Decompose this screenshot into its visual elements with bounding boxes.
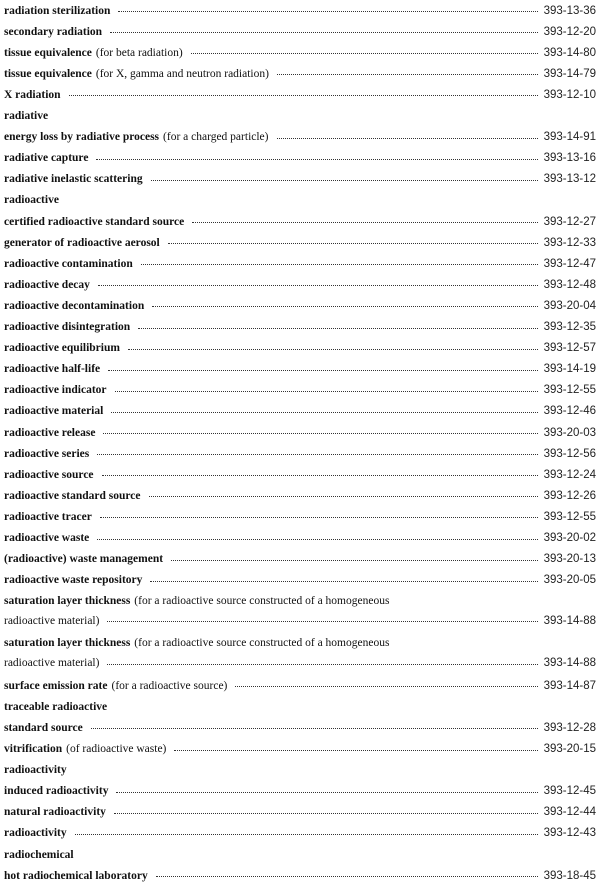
entry-code: 393-12-26: [543, 489, 596, 502]
dot-leader: [107, 658, 537, 665]
index-entry: [4, 781, 596, 802]
heading-term: radiochemical: [4, 848, 74, 861]
entry-term: radioactive indicator: [4, 384, 107, 397]
index-entry: [4, 739, 596, 760]
entry-term: radioactive material: [4, 405, 104, 418]
dot-leader: [108, 364, 537, 371]
dot-leader: [115, 385, 538, 392]
entry-qualifier: (for a radioactive source constructed of a homogeneous: [134, 637, 390, 649]
entry-code: 393-13-16: [543, 152, 596, 165]
index-entry: [4, 380, 596, 401]
index-entry: [4, 865, 596, 886]
entry-code: 393-12-46: [543, 405, 596, 418]
entry-term: radioactive release: [4, 426, 96, 439]
entry-code: 393-20-03: [543, 426, 596, 439]
entry-term: secondary radiation: [4, 25, 103, 38]
entry-term: radiative inelastic scattering: [4, 173, 143, 186]
heading-term: radioactivity: [4, 764, 67, 777]
entry-term: saturation layer thickness: [4, 637, 131, 649]
index-entry: [4, 549, 596, 570]
index-entry: [4, 42, 596, 63]
entry-code: 393-14-80: [543, 46, 596, 59]
entry-line-1: [4, 633, 596, 653]
dot-leader: [103, 427, 537, 434]
dot-leader: [116, 786, 537, 793]
index-entry: [4, 823, 596, 844]
entry-code: 393-12-10: [543, 88, 596, 101]
heading-term: radiative: [4, 110, 49, 122]
entry-code: 393-14-88: [543, 657, 596, 669]
entry-code: 393-12-20: [543, 25, 596, 38]
entry-term: surface emission rate: [4, 679, 108, 692]
entry-term: hot radiochemical laboratory: [4, 869, 148, 882]
entry-code: 393-14-79: [543, 67, 596, 80]
index-entry: [4, 169, 596, 190]
entry-code: 393-20-13: [543, 553, 596, 566]
entry-code: 393-14-19: [543, 363, 596, 376]
dot-leader: [97, 448, 537, 455]
index-entry: [4, 21, 596, 42]
entry-term: vitrification: [4, 743, 63, 755]
entry-qualifier: (for X, gamma and neutron radiation): [95, 67, 269, 80]
entry-code: 393-12-45: [543, 785, 596, 798]
dot-leader: [191, 47, 538, 54]
index-entry: [4, 127, 596, 148]
dot-leader: [141, 258, 538, 265]
dot-leader: [96, 153, 537, 160]
dot-leader: [97, 533, 537, 540]
entry-qualifier: (for a charged particle): [163, 131, 269, 144]
index-entry: [4, 148, 596, 169]
dot-leader: [149, 490, 538, 497]
dot-leader: [100, 511, 538, 518]
entry-code: 393-12-57: [543, 342, 596, 355]
index-entry: [4, 802, 596, 823]
dot-leader: [114, 807, 538, 814]
entry-term: radioactive waste repository: [4, 574, 143, 587]
index-entry: [4, 401, 596, 422]
index-entry: [4, 274, 596, 295]
entry-term: radioactive series: [4, 447, 90, 460]
entry-term: radioactive waste: [4, 532, 90, 544]
entry-term: X radiation: [4, 88, 61, 101]
entry-line-2: [4, 653, 596, 673]
entry-continuation: radioactive material): [4, 657, 100, 669]
entry-term: natural radioactivity: [4, 806, 106, 819]
index-entry: [4, 253, 596, 274]
index-entry: [4, 338, 596, 359]
entry-qualifier: (for beta radiation): [95, 46, 183, 59]
index-entry: [4, 506, 596, 527]
dot-leader: [98, 279, 538, 286]
entry-term: radioactive standard source: [4, 489, 141, 502]
entry-code: 393-12-35: [543, 321, 596, 333]
dot-leader: [69, 89, 538, 96]
index-entry: [4, 443, 596, 464]
dot-leader: [171, 554, 538, 561]
index-heading: [4, 760, 596, 781]
index-entry: [4, 717, 596, 738]
index-heading: [4, 696, 596, 717]
entry-code: 393-12-24: [543, 468, 596, 481]
entry-term: standard source: [4, 721, 83, 734]
dot-leader: [91, 722, 538, 729]
entry-qualifier: (for a radioactive source): [111, 679, 228, 692]
entry-term: radioactive decay: [4, 278, 90, 291]
entry-code: 393-12-27: [543, 215, 596, 228]
dot-leader: [150, 575, 537, 582]
entry-code: 393-20-04: [543, 299, 596, 312]
entry-code: 393-12-55: [543, 384, 596, 397]
index-entry: [4, 675, 596, 696]
index-heading: [4, 190, 596, 211]
heading-term: radioactive: [4, 194, 59, 207]
entry-term: radioactive equilibrium: [4, 342, 120, 355]
index-entry: [4, 317, 596, 338]
entry-term: saturation layer thickness: [4, 594, 131, 607]
entry-code: 393-13-36: [543, 4, 596, 17]
entry-code: 393-14-91: [543, 131, 596, 144]
index-entry: [4, 422, 596, 443]
dot-leader: [277, 68, 538, 75]
entry-line-1: [4, 591, 596, 611]
entry-term: radioactive decontamination: [4, 299, 145, 312]
index-entry: [4, 359, 596, 380]
entry-term: radioactive half-life: [4, 363, 101, 376]
entry-code: 393-12-43: [543, 827, 596, 840]
dot-leader: [192, 216, 537, 223]
dot-leader: [75, 828, 538, 835]
entry-term: (radioactive) waste management: [4, 553, 164, 566]
dot-leader: [235, 680, 537, 687]
dot-leader: [168, 237, 538, 244]
heading-term: traceable radioactive: [4, 700, 108, 713]
index-entry: [4, 0, 596, 21]
entry-code: 393-12-33: [543, 236, 596, 249]
dot-leader: [156, 870, 538, 877]
entry-code: 393-13-12: [543, 173, 596, 186]
entry-code: 393-20-15: [543, 743, 596, 755]
entry-term: radiation sterilization: [4, 4, 111, 17]
entry-code: 393-12-55: [543, 510, 596, 523]
entry-code: 393-18-45: [543, 869, 596, 882]
entry-code: 393-20-02: [543, 532, 596, 544]
entry-qualifier: (for a radioactive source constructed of a homogeneous: [134, 594, 390, 607]
entry-term: radioactive source: [4, 468, 94, 481]
index-entry: [4, 211, 596, 232]
entry-code: 393-12-48: [543, 278, 596, 291]
index-heading: [4, 106, 596, 127]
entry-qualifier: (of radioactive waste): [66, 743, 167, 755]
entry-code: 393-12-28: [543, 721, 596, 734]
entry-term: radioactive contamination: [4, 257, 133, 270]
entry-term: radioactive disintegration: [4, 321, 131, 333]
index-heading: [4, 844, 596, 865]
index-entry: [4, 295, 596, 316]
entry-term: energy loss by radiative process: [4, 131, 160, 144]
entry-code: 393-12-56: [543, 447, 596, 460]
index-entry: [4, 63, 596, 84]
entry-code: 393-12-47: [543, 257, 596, 270]
dot-leader: [107, 615, 537, 622]
entry-term: radioactive tracer: [4, 510, 92, 523]
dot-leader: [174, 744, 537, 751]
index-entry-wrapped: [4, 633, 596, 673]
entry-term: certified radioactive standard source: [4, 215, 185, 228]
entry-term: induced radioactivity: [4, 785, 109, 798]
index-entry: [4, 570, 596, 591]
entry-term: generator of radioactive aerosol: [4, 236, 160, 249]
entry-term: radioactivity: [4, 827, 67, 840]
entry-code: 393-12-44: [543, 806, 596, 819]
index-entry: [4, 84, 596, 105]
entry-continuation: radioactive material): [4, 614, 100, 627]
dot-leader: [111, 406, 537, 413]
dot-leader: [151, 174, 538, 181]
entry-term: tissue equivalence: [4, 67, 92, 80]
entry-code: 393-20-05: [543, 574, 596, 587]
entry-term: tissue equivalence: [4, 46, 92, 59]
index-entry: [4, 232, 596, 253]
dot-leader: [138, 322, 537, 329]
index-entry: [4, 464, 596, 485]
index-entry: [4, 528, 596, 549]
index-entry: [4, 485, 596, 506]
dot-leader: [118, 5, 537, 12]
dot-leader: [128, 343, 538, 350]
entry-code: 393-14-88: [543, 614, 596, 627]
entry-line-2: [4, 611, 596, 631]
dot-leader: [110, 26, 537, 33]
entry-term: radiative capture: [4, 152, 89, 165]
dot-leader: [277, 132, 538, 139]
dot-leader: [102, 469, 538, 476]
index-entry-wrapped: [4, 591, 596, 631]
entry-code: 393-14-87: [543, 679, 596, 692]
dot-leader: [152, 300, 537, 307]
